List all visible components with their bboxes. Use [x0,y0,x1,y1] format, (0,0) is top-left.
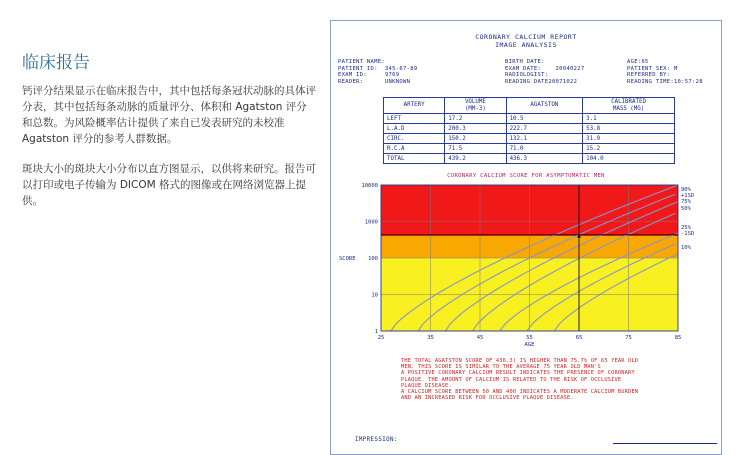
table-cell: 436.3 [506,154,583,164]
x-tick-label: 25 [377,335,385,341]
impression-divider [613,443,717,444]
y-tick-label: 1000 [364,219,378,226]
table-cell: CIRC. [384,134,445,144]
reading-date: READING DATE20071022 [505,78,578,85]
exam-id: EXAM ID: 9769 [338,72,400,79]
report-subtitle: IMAGE ANALYSIS [495,41,557,49]
col-agatston: AGATSTON [506,98,583,114]
radiologist: RADIOLOGIST: [505,72,549,79]
table-cell: 104.0 [583,154,675,164]
curve-label: 90% [681,187,691,193]
birth-date: BIRTH DATE: [505,59,545,65]
col-volume: VOLUME (MM-3) [445,98,506,114]
col-mass: CALIBRATED MASS (MG) [583,98,675,114]
section-title: 临床报告 [22,53,90,73]
table-cell: L.A.D [384,124,445,134]
curve-label: 50% [681,206,691,212]
x-tick-label: 55 [526,335,533,341]
curve-label: 10% [681,245,691,251]
table-cell: 222.7 [506,124,583,134]
table-cell: 53.8 [583,124,675,134]
patient-sex: PATIENT SEX: M [627,65,678,72]
patient-name: PATIENT NAME: [338,59,385,65]
table-cell: LEFT [384,114,445,124]
curve-label: 75% [681,199,691,205]
table-row [384,134,675,144]
referred-by: REFERRED BY: [627,72,671,79]
calcium-score-chart [331,181,721,356]
reader: READER: UNKNOWN [338,78,411,85]
reading-time: READING TIME:10:57:28 [627,78,703,85]
curve-label: -1SD [681,231,695,237]
table-row-total [384,154,675,164]
table-row [384,124,675,134]
report-title: CORONARY CALCIUM REPORT [475,33,577,41]
x-tick-label: 65 [575,335,583,341]
patient-info-col-1 [338,59,417,85]
calcium-table [383,97,675,164]
x-tick-label: 45 [476,335,484,341]
table-cell: 71.0 [506,144,583,154]
x-tick-label: 75 [625,335,632,341]
table-header-row [384,98,675,114]
table-cell: 31.9 [583,134,675,144]
table-cell: TOTAL [384,154,445,164]
y-tick-label: 1 [374,329,378,335]
y-tick-label: 10000 [361,183,378,189]
intro-paragraph-1: 钙评分结果显示在临床报告中，其中包括每条冠状动脉的具体评分表，其中包括每条动脉的质量评分、体积和 Agatston 评分和总数。为风险概率估计提供了来自已发表研究的未校准 Agatston 评分的参考人群数据。 [22,85,316,145]
exam-date: EXAM DATE: 20040227 [505,65,585,72]
chart-title: CORONARY CALCIUM SCORE FOR ASYMPTOMATIC MEN [447,173,605,179]
y-axis-label: SCORE [339,256,356,262]
intro-paragraph-2: 斑块大小的斑块大小分布以直方图显示，以供将来研究。报告可以打印或电子传输为 DICOM 格式的图像或在网络浏览器上提供。 [22,163,316,207]
table-cell: 71.5 [445,144,506,154]
patient-info-col-3 [627,59,703,85]
summary-text: THE TOTAL AGATSTON SCORE OF 436.3) IS HIGHER THAN 75.7% OF 65 YEAR OLD MEN. THIS SCORE IS SIMILAR TO THE AVERAGE 75 YEAR OLD MAN'S A POSITIVE CORONARY CALCIUM RESULT INDICATES THE PRESENCE OF CORONARY PLAQUE. THE AMOUNT OF CALCIUM IS RELATED TO THE RISK OF OCCLUSIVE PLAQUE DISEASE. A CALCIUM SCORE BETWEEN 50 AND 400 INDICATES A MODERATE CALCIUM BURDEN AND AN INCREASED RISK FOR OCCLUSIVE PLAQUE DISEASE. [401,358,639,402]
table-cell: 15.2 [583,144,675,154]
age: AGE:65 [627,59,649,65]
table-row [384,114,675,124]
patient-id: PATIENT ID: 345-67-89 [338,65,418,72]
table-cell: 200.3 [445,124,506,134]
curve-label: +1SD [681,193,695,199]
col-artery: ARTERY [384,98,445,114]
table-cell: R.C.A [384,144,445,154]
intro-panel [22,48,317,223]
table-cell: 439.2 [445,154,506,164]
table-cell: 10.5 [506,114,583,124]
calcium-report-image [330,20,722,455]
impression-label: IMPRESSION: [355,437,398,443]
table-cell: 17.2 [445,114,506,124]
x-axis-label: AGE [524,342,535,348]
table-cell: 3.1 [583,114,675,124]
x-tick-label: 35 [427,335,434,341]
y-tick-label: 10 [371,292,378,299]
y-tick-label: 100 [368,256,378,262]
table-cell: 132.1 [506,134,583,144]
x-tick-label: 85 [674,335,682,341]
patient-info-col-2 [505,59,584,85]
table-row [384,144,675,154]
curve-label: 25% [681,225,691,231]
table-cell: 150.2 [445,134,506,144]
